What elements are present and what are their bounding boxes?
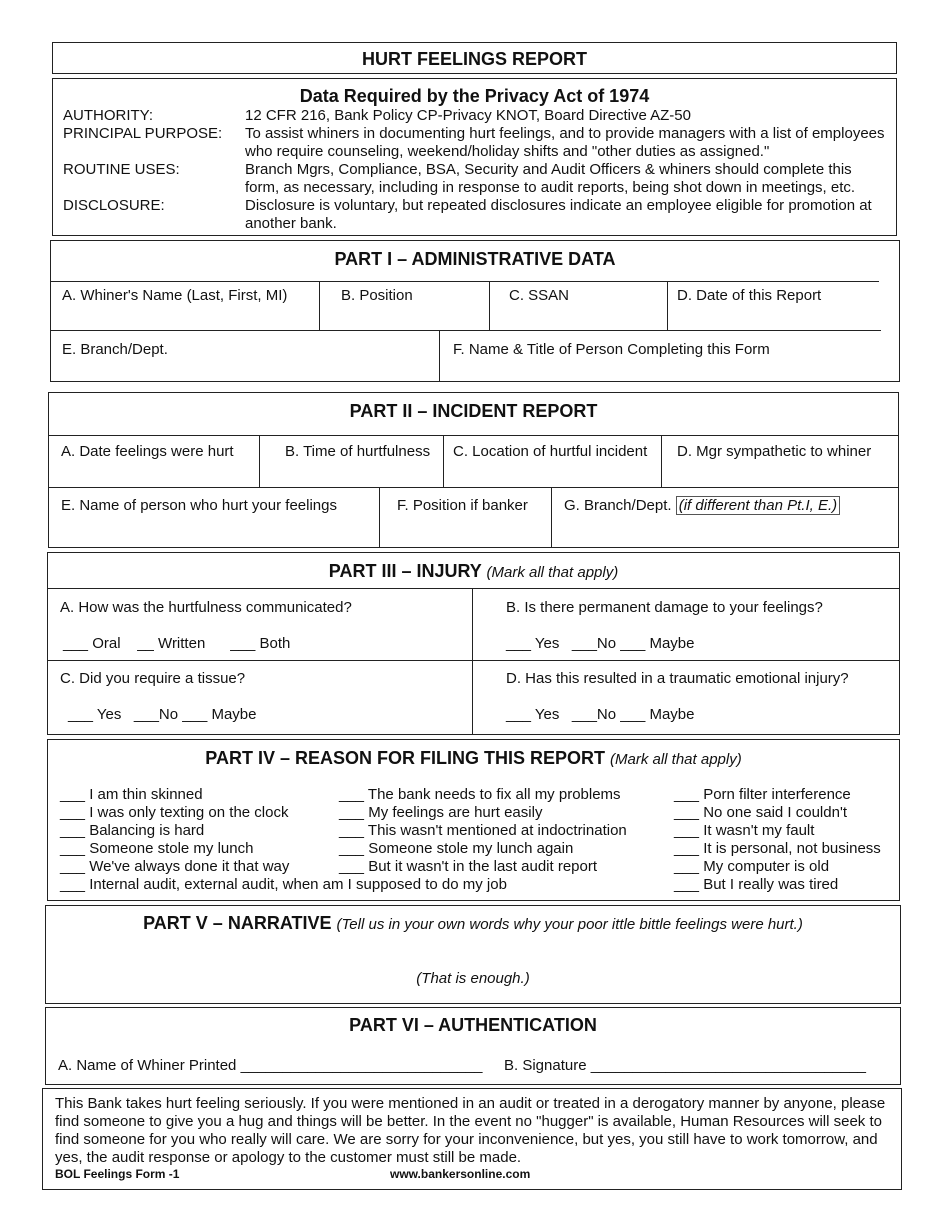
- form-title-box: [52, 42, 897, 74]
- part1-title: PART I – ADMINISTRATIVE DATA: [334, 249, 616, 269]
- reasons-column-2: [339, 786, 627, 876]
- tissue-question: C. Did you require a tissue?: [60, 670, 246, 687]
- footer-box: [42, 1088, 902, 1190]
- part5-title: [46, 913, 900, 934]
- date-hurt-field[interactable]: A. Date feelings were hurt: [61, 443, 234, 460]
- traumatic-injury-options[interactable]: ___ Yes ___No ___ Maybe: [506, 706, 695, 723]
- reason-checkbox[interactable]: ___ My computer is old: [674, 858, 830, 875]
- traumatic-injury-question: D. Has this resulted in a traumatic emotional injury?: [506, 670, 849, 687]
- authority-label: AUTHORITY:: [63, 107, 154, 124]
- time-hurt-field[interactable]: B. Time of hurtfulness: [285, 443, 431, 460]
- part1-box: [50, 240, 900, 382]
- whiner-name-field[interactable]: A. Whiner's Name (Last, First, MI): [62, 287, 288, 304]
- part5-title-text: PART V – NARRATIVE: [143, 913, 332, 933]
- position-field[interactable]: B. Position: [341, 287, 413, 304]
- form-id: BOL Feelings Form -1: [55, 1167, 180, 1181]
- part3-title-text: PART III – INJURY: [328, 561, 482, 581]
- form-title: HURT FEELINGS REPORT: [361, 49, 587, 69]
- reason-checkbox[interactable]: ___ Someone stole my lunch: [60, 840, 254, 857]
- part3-title: [48, 561, 899, 582]
- communication-question: A. How was the hurtfulness communicated?: [60, 599, 352, 616]
- report-date-field[interactable]: D. Date of this Report: [677, 287, 822, 304]
- authority-value: 12 CFR 216, Bank Policy CP-Privacy KNOT, Board Directive AZ-50: [245, 107, 691, 124]
- part2-box: [48, 392, 899, 548]
- whiner-printed-name-field[interactable]: A. Name of Whiner Printed _____________________________: [58, 1057, 483, 1074]
- offender-name-field[interactable]: E. Name of person who hurt your feelings: [61, 497, 337, 514]
- routine-uses-label: ROUTINE USES:: [63, 161, 180, 178]
- offender-branch-field[interactable]: [564, 497, 840, 514]
- narrative-note: (That is enough.): [416, 970, 530, 987]
- signature-field[interactable]: B. Signature _________________________________: [504, 1057, 867, 1074]
- website-link[interactable]: www.bankersonline.com: [390, 1167, 531, 1181]
- part4-title-text: PART IV – REASON FOR FILING THIS REPORT: [205, 748, 605, 768]
- reason-checkbox[interactable]: ___ Someone stole my lunch again: [339, 840, 574, 857]
- mgr-sympathetic-field[interactable]: D. Mgr sympathetic to whiner: [677, 443, 872, 460]
- part5-subtitle: (Tell us in your own words why your poor ittle bittle feelings were hurt.): [336, 916, 803, 933]
- part6-title: PART VI – AUTHENTICATION: [349, 1015, 597, 1035]
- reason-checkbox[interactable]: ___ This wasn't mentioned at indoctrination: [339, 822, 627, 839]
- permanent-damage-options[interactable]: ___ Yes ___No ___ Maybe: [506, 635, 695, 652]
- part3-subtitle: (Mark all that apply): [486, 564, 619, 581]
- tissue-options[interactable]: ___ Yes ___No ___ Maybe: [68, 706, 257, 723]
- footer-disclaimer: This Bank takes hurt feeling seriously. If you were mentioned in an audit or treated in a derogatory manner by anyone, please find someone to give you a hug and things will be better. In the event no "hugger" is available, Human Resources will seek to find someone for you who really will care. We are sorry for your inconvenience, but yes, you still have to work tomorrow, and yes, the audit response or apology to the customer must still be made.: [55, 1095, 886, 1166]
- offender-position-field[interactable]: F. Position if banker: [397, 497, 528, 514]
- disclosure-label: DISCLOSURE:: [63, 197, 165, 214]
- part3-box: [47, 552, 900, 735]
- communication-options[interactable]: ___ Oral __ Written ___ Both: [63, 635, 291, 652]
- purpose-label: PRINCIPAL PURPOSE:: [63, 125, 223, 142]
- disclosure-value: Disclosure is voluntary, but repeated disclosures indicate an employee eligible for promotion at another bank.: [245, 197, 872, 232]
- location-field[interactable]: C. Location of hurtful incident: [453, 443, 648, 460]
- part2-title: PART II – INCIDENT REPORT: [349, 401, 598, 421]
- offender-branch-note: (if different than Pt.I, E.): [676, 496, 840, 515]
- part4-title: [48, 748, 899, 769]
- reason-checkbox[interactable]: ___ But it wasn't in the last audit report: [339, 858, 598, 875]
- part4-box: [47, 739, 900, 901]
- narrative-area[interactable]: [56, 938, 890, 966]
- branch-dept-field[interactable]: E. Branch/Dept.: [62, 341, 168, 358]
- completer-name-field[interactable]: F. Name & Title of Person Completing this Form: [453, 341, 770, 358]
- part4-subtitle: (Mark all that apply): [610, 751, 742, 768]
- purpose-value: To assist whiners in documenting hurt feelings, and to provide managers with a list of employees who require counseling, weekend/holiday shifts and "other duties as assigned.": [245, 125, 885, 160]
- permanent-damage-question: B. Is there permanent damage to your feelings?: [506, 599, 823, 616]
- reason-checkbox[interactable]: ___ It is personal, not business: [674, 840, 881, 857]
- reasons-column-3: [674, 786, 881, 894]
- privacy-act-box: [52, 78, 897, 236]
- reason-checkbox[interactable]: ___ But I really was tired: [674, 876, 839, 893]
- reason-checkbox[interactable]: ___ I was only texting on the clock: [60, 804, 289, 821]
- reason-checkbox[interactable]: ___ We've always done it that way: [60, 858, 290, 875]
- privacy-heading: Data Required by the Privacy Act of 1974: [299, 86, 650, 106]
- reason-checkbox[interactable]: ___ It wasn't my fault: [674, 822, 815, 839]
- reason-checkbox[interactable]: ___ The bank needs to fix all my problems: [339, 786, 621, 803]
- reason-checkbox[interactable]: ___ No one said I couldn't: [674, 804, 847, 821]
- reason-checkbox[interactable]: ___ Internal audit, external audit, when am I supposed to do my job: [60, 876, 507, 893]
- ssan-field[interactable]: C. SSAN: [509, 287, 570, 304]
- reason-checkbox[interactable]: ___ Balancing is hard: [60, 822, 205, 839]
- part5-box: [45, 905, 901, 1004]
- reason-checkbox[interactable]: ___ My feelings are hurt easily: [339, 804, 543, 821]
- routine-uses-value: Branch Mgrs, Compliance, BSA, Security and Audit Officers & whiners should complete this form, as necessary, including in response to audit reports, being shot down in meetings, etc.: [245, 161, 856, 196]
- reason-checkbox[interactable]: ___ Porn filter interference: [674, 786, 851, 803]
- reason-checkbox[interactable]: ___ I am thin skinned: [60, 786, 203, 803]
- part6-box: [45, 1007, 901, 1085]
- offender-branch-label: G. Branch/Dept.: [564, 497, 672, 514]
